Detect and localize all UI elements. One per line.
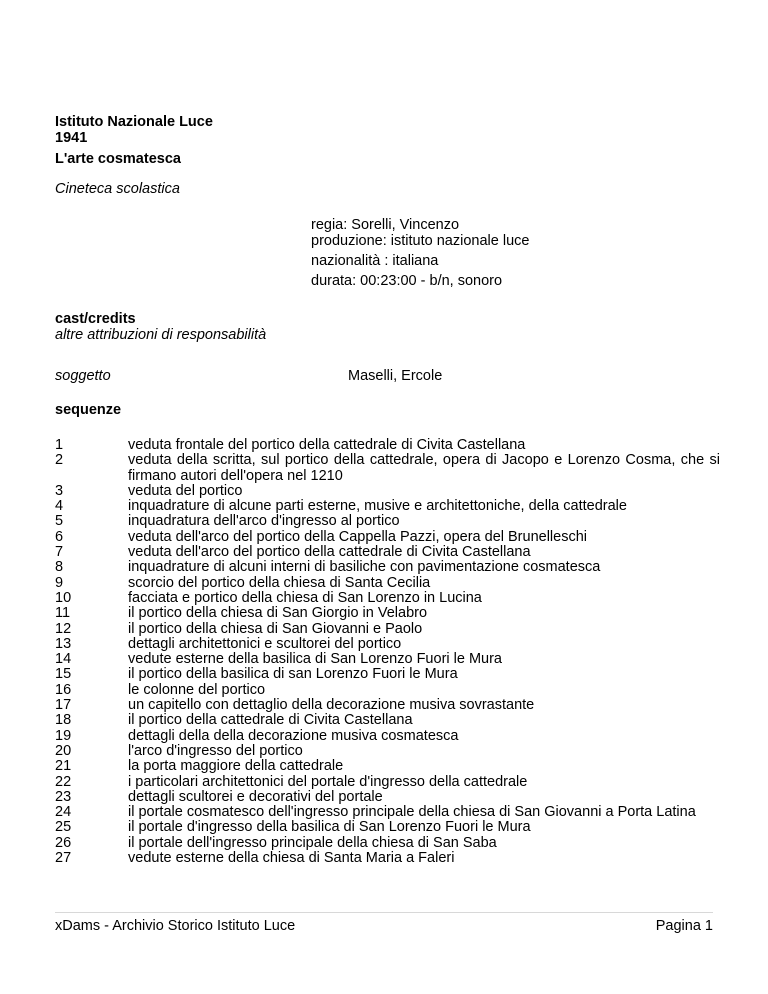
sequence-description: dettagli della della decorazione musiva cosmatesca [128,727,459,744]
sequence-row [55,499,720,514]
sequence-description: inquadrature di alcuni interni di basiliche con pavimentazione cosmatesca [128,559,601,576]
sequence-number: 9 [55,574,64,591]
sequence-number: 22 [55,773,72,790]
sequence-row [55,744,720,759]
sequence-row [55,805,720,820]
sequence-description: veduta frontale del portico della cattedrale di Civita Castellana [128,437,526,453]
sequence-description: il portico della chiesa di San Giovanni e Paolo [128,620,423,637]
sequence-description: facciata e portico della chiesa di San Lorenzo in Lucina [128,589,482,606]
sequence-description: veduta dell'arco del portico della cattedrale di Civita Castellana [128,544,531,561]
sequence-description: inquadrature di alcune parti esterne, musive e architettoniche, della cattedrale [128,498,627,515]
sequence-row [55,790,720,805]
sequence-row [55,836,720,851]
sequence-row [55,683,720,698]
sequence-row [55,637,720,652]
sequence-row [55,775,720,790]
sequence-number: 10 [55,589,72,606]
sequence-row [55,576,720,591]
duration: durata: 00:23:00 - b/n, sonoro [311,273,503,289]
sequence-number: 24 [55,804,72,821]
sequence-number: 19 [55,727,72,744]
sequence-description: un capitello con dettaglio della decorazione musiva sovrastante [128,697,535,714]
sequence-list [55,438,720,866]
sequence-description: il portico della basilica di san Lorenzo Fuori le Mura [128,666,458,683]
sequence-description: il portico della chiesa di San Giorgio in Velabro [128,605,428,622]
sequence-number: 7 [55,544,64,561]
sequence-number: 15 [55,666,72,683]
sequences-heading: sequenze [55,402,122,418]
sequence-description: inquadratura dell'arco d'ingresso al portico [128,513,400,530]
sequence-description: il portale dell'ingresso principale della chiesa di San Saba [128,834,497,851]
sequence-row [55,453,720,484]
sequence-number: 17 [55,697,72,714]
film-metadata [311,216,529,292]
institution: Istituto Nazionale Luce [55,114,213,130]
sequence-row [55,820,720,835]
sequence-number: 23 [55,788,72,805]
sequence-description: il portale cosmatesco dell'ingresso principale della chiesa di San Giovanni a Porta Latina [128,804,696,821]
sequence-description: dettagli architettonici e scultorei del portico [128,635,402,652]
sequence-row [55,530,720,545]
sequence-description: veduta del portico [128,482,243,499]
sequence-number: 27 [55,850,72,867]
sequence-number: 6 [55,528,64,545]
sequence-description: l'arco d'ingresso del portico [128,742,303,759]
sequence-number: 25 [55,819,72,836]
credit-name: Maselli, Ercole [348,368,443,384]
sequence-number: 21 [55,758,72,775]
sequence-number: 20 [55,742,72,759]
sequence-number: 14 [55,651,72,668]
sequence-description: scorcio del portico della chiesa di Santa Cecilia [128,574,431,591]
sequence-row [55,698,720,713]
sequence-row [55,591,720,606]
sequence-description: il portico della cattedrale di Civita Castellana [128,712,413,729]
sequence-number: 26 [55,834,72,851]
credit-role: soggetto [55,368,111,384]
year: 1941 [55,130,88,146]
sequence-number: 8 [55,559,64,576]
film-title: L'arte cosmatesca [55,151,181,167]
sequence-number: 11 [55,605,71,622]
sequence-row [55,438,720,453]
page-number: Pagina 1 [655,918,713,934]
sequence-number: 2 [55,452,64,469]
credits-subheading: altre attribuzioni di responsabilità [55,327,267,343]
sequence-number: 16 [55,681,72,698]
nationality: nazionalità : italiana [311,253,439,269]
sequence-description: vedute esterne della basilica di San Lorenzo Fuori le Mura [128,651,502,668]
sequence-row [55,545,720,560]
sequence-description: la porta maggiore della cattedrale [128,758,344,775]
sequence-number: 4 [55,498,64,515]
credits-heading: cast/credits [55,311,136,327]
sequence-number: 18 [55,712,72,729]
footer-source: xDams - Archivio Storico Istituto Luce [55,918,296,934]
sequence-number: 5 [55,513,64,530]
sequence-number: 13 [55,635,72,652]
sequence-row [55,759,720,774]
sequence-row [55,514,720,529]
footer-divider [55,912,713,913]
sequence-description: i particolari architettonici del portale d'ingresso della cattedrale [128,773,528,790]
series-name: Cineteca scolastica [55,181,180,197]
sequence-description: il portale d'ingresso della basilica di San Lorenzo Fuori le Mura [128,819,531,836]
sequence-number: 1 [55,437,64,453]
director: regia: Sorelli, Vincenzo [311,217,460,233]
sequence-row [55,713,720,728]
sequence-row [55,851,720,866]
sequence-description: vedute esterne della chiesa di Santa Maria a Faleri [128,850,455,867]
sequence-description: dettagli scultorei e decorativi del portale [128,788,383,805]
sequence-row [55,652,720,667]
sequence-description: veduta della scritta, sul portico della cattedrale, opera di Jacopo e Lorenzo Cosma, che si firmano autori dell'opera nel 1210 [128,452,720,484]
production: produzione: istituto nazionale luce [311,233,530,249]
sequence-row [55,606,720,621]
sequence-row [55,560,720,575]
sequence-number: 12 [55,620,72,637]
sequence-description: le colonne del portico [128,681,266,698]
sequence-number: 3 [55,482,64,499]
sequence-row [55,622,720,637]
sequence-description: veduta dell'arco del portico della Cappella Pazzi, opera del Brunelleschi [128,528,587,545]
sequence-row [55,484,720,499]
sequence-row [55,667,720,682]
sequence-row [55,729,720,744]
